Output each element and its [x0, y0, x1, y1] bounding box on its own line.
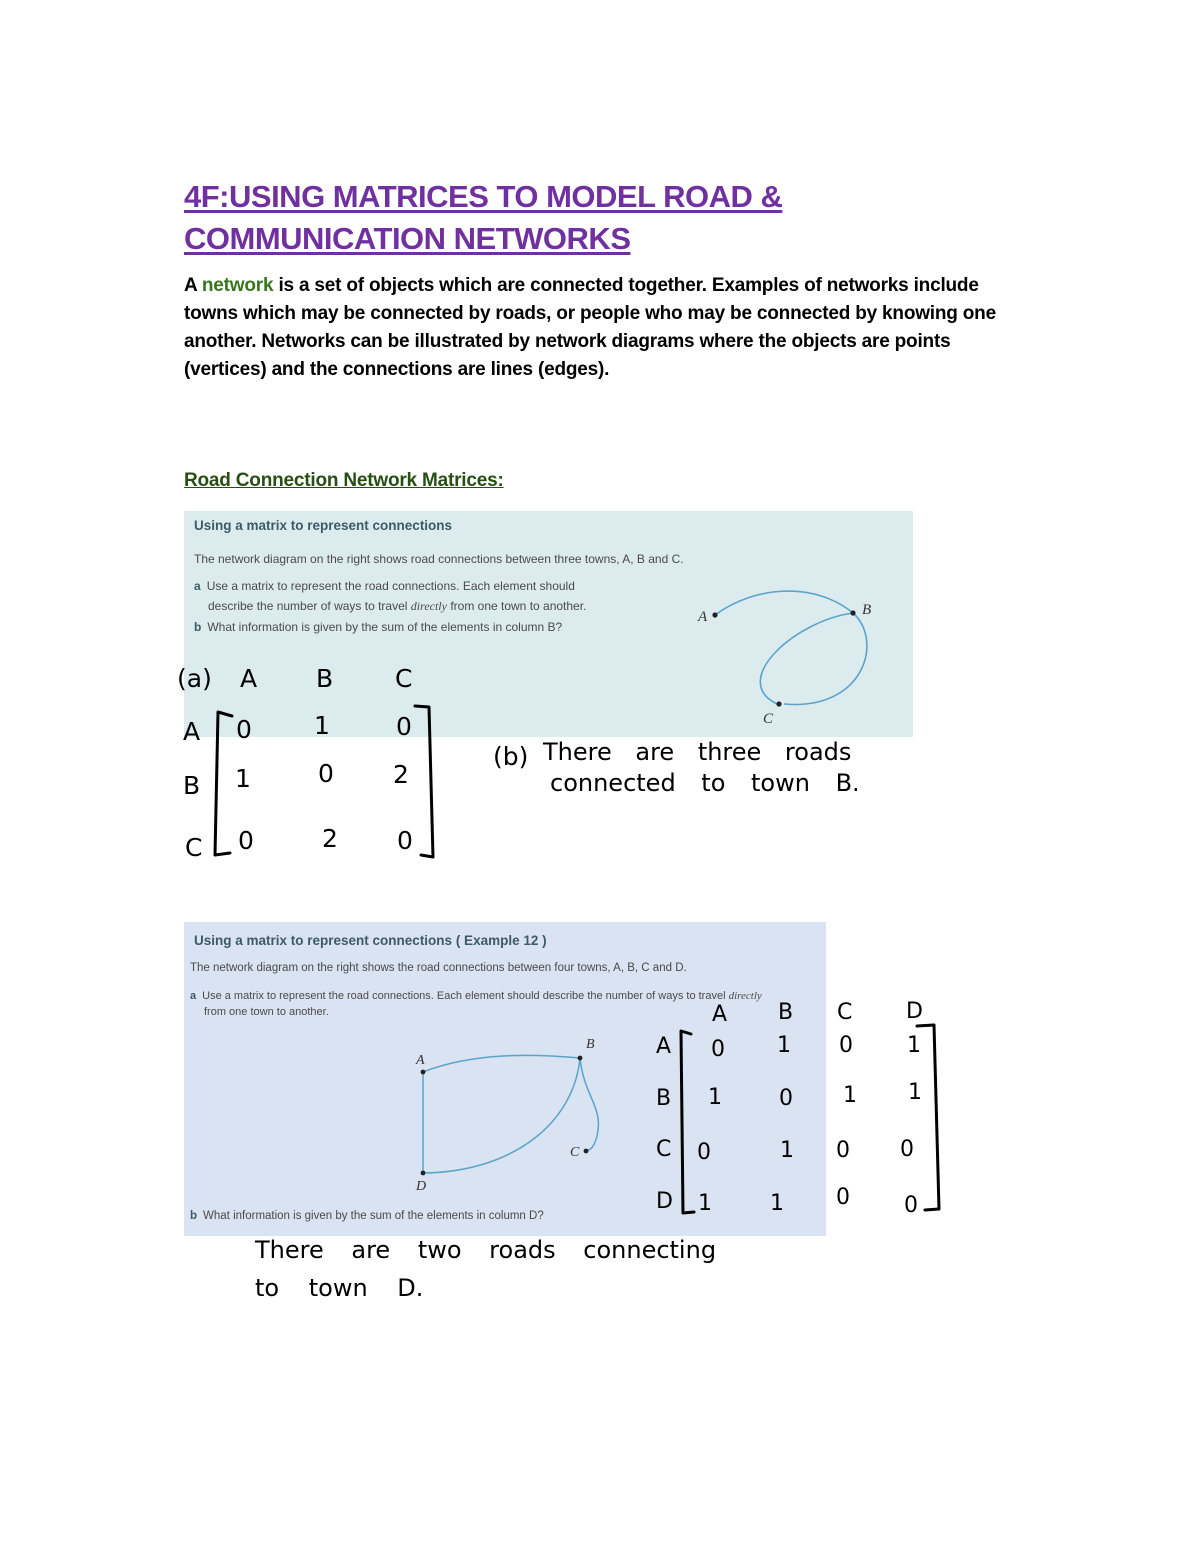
answer-1-cell: 1 — [235, 764, 251, 793]
answer-2-col-b: B — [778, 1000, 794, 1025]
answer-2-cell: 0 — [839, 1033, 853, 1058]
part-a-label: a — [190, 990, 197, 1002]
answer-1-part-a-label: (a) — [177, 664, 212, 693]
answer-2-row-c: C — [656, 1137, 672, 1162]
answer-1-cell: 2 — [393, 760, 409, 789]
answer-2-cell: 0 — [836, 1185, 850, 1210]
example-2-part-a-line2: from one town to another. — [204, 1006, 329, 1018]
answer-1-cell: 2 — [322, 824, 338, 853]
example-2-part-a: a Use a matrix to represent the road connections. Each element should describe the number of ways to travel directly — [190, 990, 762, 1002]
answer-2-row-b: B — [656, 1086, 672, 1111]
answer-1-col-a: A — [240, 664, 258, 693]
network-term: network — [201, 275, 274, 296]
answer-2-cell: 1 — [708, 1085, 722, 1110]
part-b-label: b — [190, 1210, 198, 1222]
intro-text: is a set of objects which are connected together. Examples of networks include towns which may be connected by roads, or people who may be connected by knowing one another. Networks can be illustrated by network diagrams where the objects are points (vertices) and the connections are lines (edges). — [184, 275, 996, 380]
answer-1-row-b: B — [183, 771, 201, 800]
answer-1-part-b-line1: There are three roads — [543, 738, 852, 766]
node-c-label: C — [763, 711, 774, 727]
answer-2-cell: 1 — [777, 1033, 791, 1058]
answer-2-cell: 0 — [711, 1037, 725, 1062]
matrix-1-right-bracket — [415, 706, 433, 857]
matrix-2-left-bracket — [681, 1031, 694, 1213]
answer-2-cell: 1 — [843, 1083, 857, 1108]
node-c-label: C — [570, 1145, 580, 1160]
part-b-text: What information is given by the sum of the elements in column D? — [203, 1210, 544, 1222]
answer-1-cell: 0 — [318, 759, 334, 788]
part-b-label: b — [194, 620, 202, 634]
answer-2-cell: 1 — [907, 1033, 921, 1058]
example-2-title: Using a matrix to represent connections ( Example 12 ) — [194, 933, 547, 948]
answer-1-cell: 0 — [238, 826, 254, 855]
answer-2-line2: to town D. — [255, 1274, 424, 1302]
example-2-description: The network diagram on the right shows the road connections between four towns, A, B, C and D. — [190, 962, 687, 974]
answer-2-cell: 0 — [900, 1137, 914, 1162]
answer-2-line1: There are two roads connecting — [255, 1236, 717, 1264]
part-b-text: What information is given by the sum of the elements in column B? — [207, 620, 563, 634]
answer-2-cell: 1 — [908, 1080, 922, 1105]
node-b-label: B — [586, 1037, 595, 1052]
answer-2-cell: 0 — [697, 1140, 711, 1165]
node-a-label: A — [416, 1053, 425, 1068]
page-title-line2: COMMUNICATION NETWORKS — [184, 221, 631, 256]
answer-1-cell: 0 — [397, 826, 413, 855]
page-title-line1: 4F:USING MATRICES TO MODEL ROAD & — [184, 179, 783, 214]
answer-1-col-b: B — [316, 664, 334, 693]
answer-2-col-a: A — [712, 1002, 728, 1027]
answer-2-row-d: D — [656, 1189, 673, 1214]
part-a-label: a — [194, 579, 201, 593]
answer-2-cell: 0 — [779, 1086, 793, 1111]
answer-2-col-c: C — [837, 1000, 853, 1025]
answer-1-col-c: C — [395, 664, 413, 693]
answer-2-row-a: A — [656, 1034, 672, 1059]
example-1-description: The network diagram on the right shows road connections between three towns, A, B and C. — [194, 552, 684, 566]
directly-emphasis: directly — [410, 599, 447, 613]
node-a-label: A — [698, 609, 708, 625]
directly-emphasis: directly — [728, 990, 762, 1002]
answer-1-cell: 0 — [396, 712, 412, 741]
answer-2-cell: 1 — [698, 1191, 712, 1216]
node-b-label: B — [862, 602, 872, 618]
answer-2-cell: 1 — [780, 1138, 794, 1163]
answer-1-row-c: C — [185, 833, 203, 862]
answer-1-cell: 0 — [236, 715, 252, 744]
answer-1-part-b-label: (b) — [493, 742, 529, 771]
answer-1-part-b-line2: connected to town B. — [550, 769, 860, 797]
intro-prefix: A — [184, 275, 202, 296]
answer-1-row-a: A — [183, 717, 201, 746]
matrix-2-right-bracket — [917, 1025, 939, 1210]
answer-2-col-d: D — [906, 999, 923, 1024]
answer-2-cell: 0 — [904, 1193, 918, 1218]
section-heading: Road Connection Network Matrices: — [184, 470, 504, 491]
example-1-title: Using a matrix to represent connections — [194, 518, 453, 533]
answer-1-cell: 1 — [314, 711, 330, 740]
example-1-part-a-line2: describe the number of ways to travel directly from one town to another. — [208, 599, 587, 613]
matrix-1-left-bracket — [215, 712, 232, 855]
answer-2-cell: 1 — [770, 1191, 784, 1216]
node-d-label: D — [416, 1179, 427, 1194]
answer-2-cell: 0 — [836, 1138, 850, 1163]
part-a-line1: Use a matrix to represent the road connections. Each element should — [206, 579, 575, 593]
